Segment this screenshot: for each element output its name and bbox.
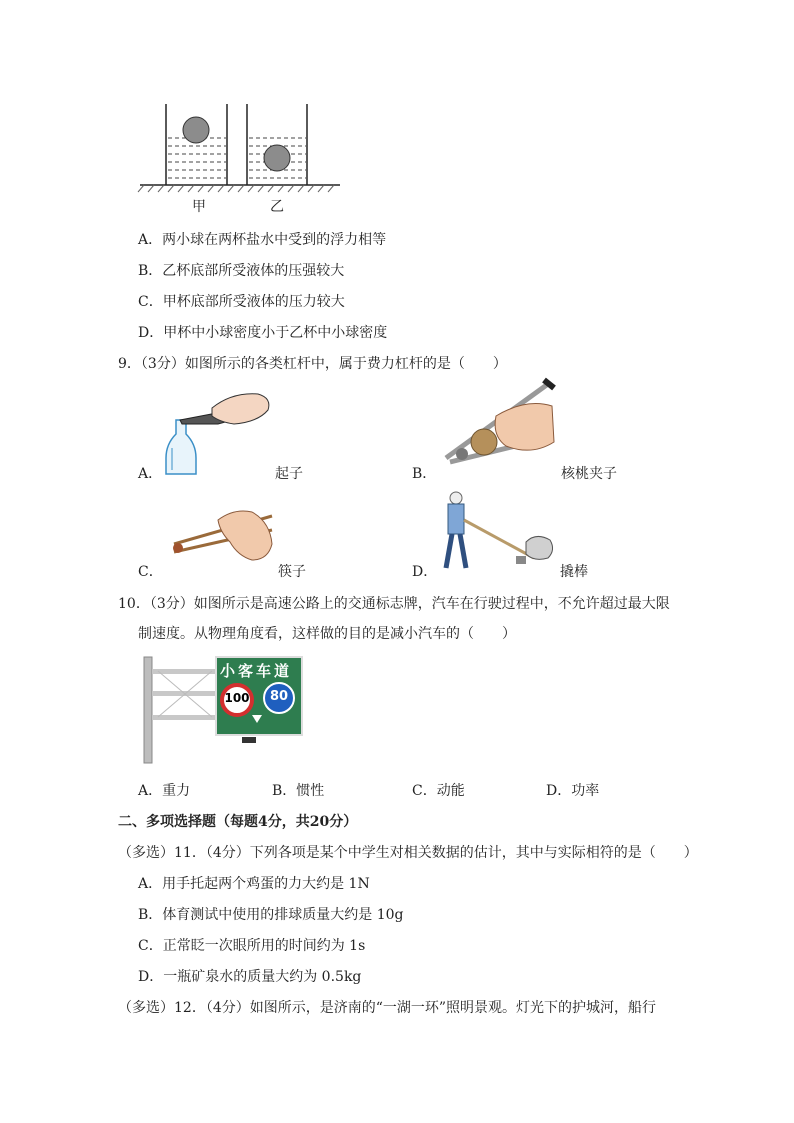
- q9-option-a-letter: A．: [138, 466, 163, 482]
- q9-option-c-letter: C．: [138, 564, 163, 580]
- q11-stem: （多选）11．（4分）下列各项是某个中学生对相关数据的估计，其中与实际相符的是（ ）: [118, 845, 698, 861]
- q10-option-c: C．动能: [412, 783, 465, 799]
- q10-stem-line1: 10．（3分）如图所示是高速公路上的交通标志牌，汽车在行驶过程中，不允许超过最大限: [118, 596, 670, 612]
- traffic-sign-figure: [142, 655, 304, 765]
- cup-jia: [166, 104, 227, 185]
- q9-option-a-caption: 起子: [275, 466, 303, 482]
- q11-option-a: A．用手托起两个鸡蛋的力大约是 1N: [138, 876, 370, 892]
- q10-option-d: D．功率: [546, 783, 600, 799]
- q11-option-b: B．体育测试中使用的排球质量大约是 10g: [138, 907, 404, 923]
- two-cups-figure: [138, 100, 358, 210]
- q9-stem: 9．（3分）如图所示的各类杠杆中，属于费力杠杆的是（ ）: [118, 356, 507, 372]
- q8-option-a: A．两小球在两杯盐水中受到的浮力相等: [138, 232, 387, 248]
- label-jia: 甲: [192, 199, 206, 215]
- ball-jia: [183, 117, 209, 143]
- q12-stem: （多选）12．（4分）如图所示，是济南的“一湖一环”照明景观。灯光下的护城河，船行: [118, 1000, 657, 1016]
- q9-option-b-caption: 核桃夹子: [561, 466, 617, 482]
- q11-option-c: C．正常眨一次眼所用的时间约为 1s: [138, 938, 366, 954]
- sign-speed-min: 80: [269, 689, 289, 704]
- ball-yi: [264, 145, 290, 171]
- q9-option-b-letter: B．: [412, 466, 437, 482]
- q9-option-d-letter: D．: [412, 564, 438, 580]
- q11-option-d: D．一瓶矿泉水的质量大约为 0.5kg: [138, 969, 362, 985]
- sign-title: 小客车道: [220, 662, 293, 680]
- q10-option-b: B．惯性: [272, 783, 325, 799]
- bottle-opener-icon: [162, 378, 277, 478]
- q8-option-b: B．乙杯底部所受液体的压强较大: [138, 263, 345, 279]
- q10-stem-line2: 制速度。从物理角度看，这样做的目的是减小汽车的（ ）: [138, 626, 516, 642]
- crowbar-icon: [440, 490, 560, 578]
- section-heading: 二、多项选择题（每题4分，共20分）: [118, 814, 358, 830]
- nutcracker-icon: [436, 376, 556, 471]
- sign-speed-max: 100: [224, 691, 250, 705]
- q10-option-a: A．重力: [138, 783, 191, 799]
- q9-option-c-caption: 筷子: [278, 564, 306, 580]
- q8-option-c: C．甲杯底部所受液体的压力较大: [138, 294, 345, 310]
- q9-option-d-caption: 撬棒: [560, 564, 588, 580]
- chopsticks-icon: [168, 506, 278, 566]
- label-yi: 乙: [270, 199, 284, 215]
- q8-option-d: D．甲杯中小球密度小于乙杯中小球密度: [138, 325, 388, 341]
- cup-yi: [247, 104, 307, 185]
